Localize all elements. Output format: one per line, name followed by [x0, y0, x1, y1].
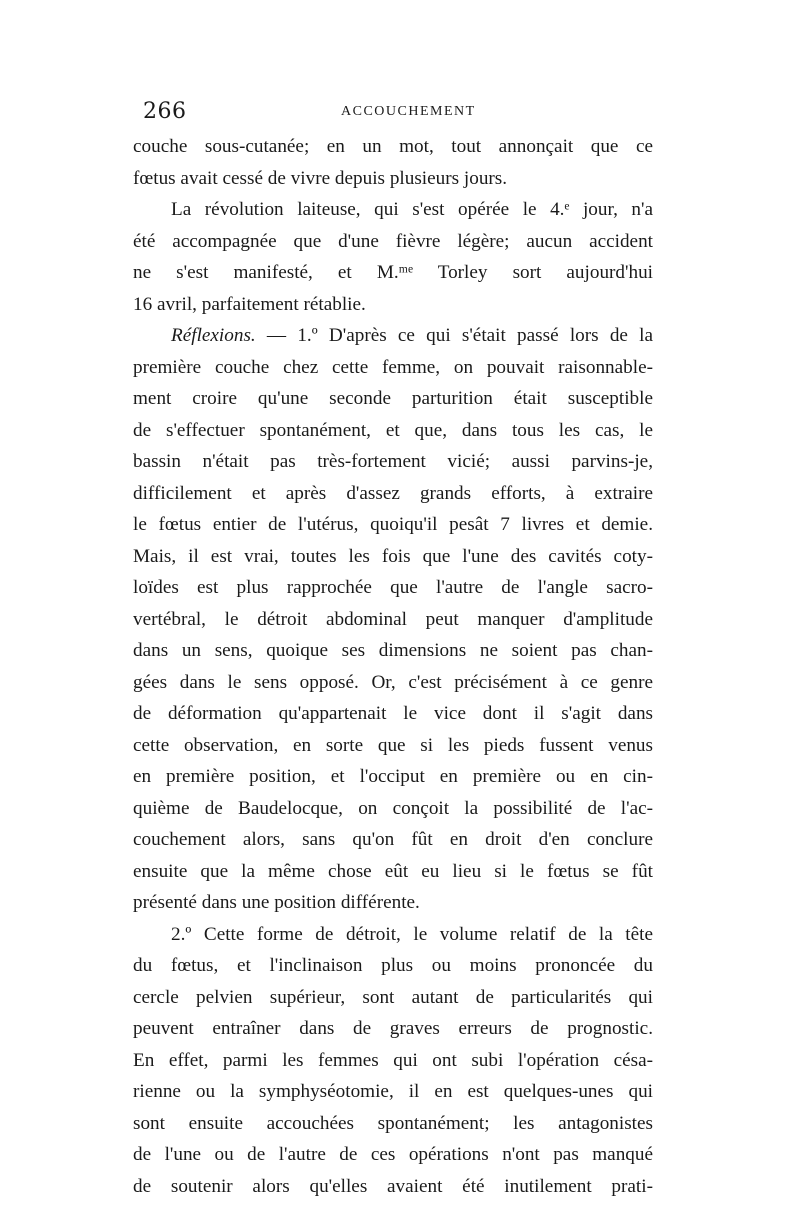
text-line: fœtus avait cessé de vivre depuis plusieurs jours. — [133, 167, 508, 189]
text-line: cercle pelvien supérieur, sont autant de particularités qui — [133, 986, 653, 1008]
body-text — [133, 131, 653, 1202]
text-line: loïdes est plus rapprochée que l'autre de l'angle sacro- — [133, 577, 653, 598]
text-line: 2.º Cette forme de détroit, le volume relatif de la tête — [171, 923, 653, 945]
text-line: bassin n'était pas très-fortement vicié; aussi parvins-je, — [133, 451, 653, 472]
running-head: ACCOUCHEMENT — [341, 104, 476, 119]
text-line: de soutenir alors qu'elles avaient été inutilement prati- — [133, 1175, 653, 1197]
text-line: présenté dans une position différente. — [133, 892, 420, 913]
text-line: En effet, parmi les femmes qui ont subi l'opération césa- — [133, 1049, 653, 1071]
text-line: du fœtus, et l'inclinaison plus ou moins prononcée du — [133, 955, 653, 976]
reflexions-line: Réflexions. — 1.º D'après ce qui s'était passé lors de la — [171, 325, 653, 346]
text-line: dans un sens, quoique ses dimensions ne soient pas chan- — [133, 640, 653, 661]
text-line: ensuite que la même chose eût eu lieu si le fœtus se fût — [133, 860, 653, 882]
text-line: difficilement et après d'assez grands efforts, à extraire — [133, 482, 653, 504]
text-line: couchement alors, sans qu'on fût en droit d'en conclure — [133, 829, 653, 850]
text-line: de l'une ou de l'autre de ces opérations n'ont pas manqué — [133, 1144, 653, 1165]
text-line: ne s'est manifesté, et M.ᵐᵉ Torley sort aujourd'hui — [133, 262, 653, 283]
text-line: vertébral, le détroit abdominal peut manquer d'amplitude — [133, 608, 653, 630]
text-line: quième de Baudelocque, on conçoit la possibilité de l'ac- — [133, 797, 653, 819]
text-line: cette observation, en sorte que si les pieds fussent venus — [133, 734, 653, 756]
page-header — [143, 97, 653, 127]
text-line: première couche chez cette femme, on pouvait raisonnable- — [133, 356, 653, 378]
text-line: peuvent entraîner dans de graves erreurs de prognostic. — [133, 1018, 653, 1039]
text-line: sont ensuite accouchées spontanément; les antagonistes — [133, 1112, 653, 1134]
text-line: en première position, et l'occiput en première ou en cin- — [133, 766, 653, 787]
text-line: Mais, il est vrai, toutes les fois que l'une des cavités coty- — [133, 545, 653, 567]
text-line: gées dans le sens opposé. Or, c'est précisément à ce genre — [133, 671, 653, 693]
text-line: été accompagnée que d'une fièvre légère; aucun accident — [133, 230, 653, 252]
text-line: ment croire qu'une seconde parturition était susceptible — [133, 388, 653, 409]
text-line: de s'effectuer spontanément, et que, dans tous les cas, le — [133, 419, 653, 441]
text-line: rienne ou la symphyséotomie, il en est quelques-unes qui — [133, 1081, 653, 1102]
text-line: le fœtus entier de l'utérus, quoiqu'il pesât 7 livres et demie. — [133, 514, 653, 535]
page-number: 266 — [143, 99, 187, 124]
text-line: de déformation qu'appartenait le vice dont il s'agit dans — [133, 703, 653, 724]
text-line: couche sous-cutanée; en un mot, tout annonçait que ce — [133, 136, 653, 157]
text-line: La révolution laiteuse, qui s'est opérée le 4.ᵉ jour, n'a — [171, 199, 653, 220]
text-line: 16 avril, parfaitement rétablie. — [133, 293, 366, 315]
